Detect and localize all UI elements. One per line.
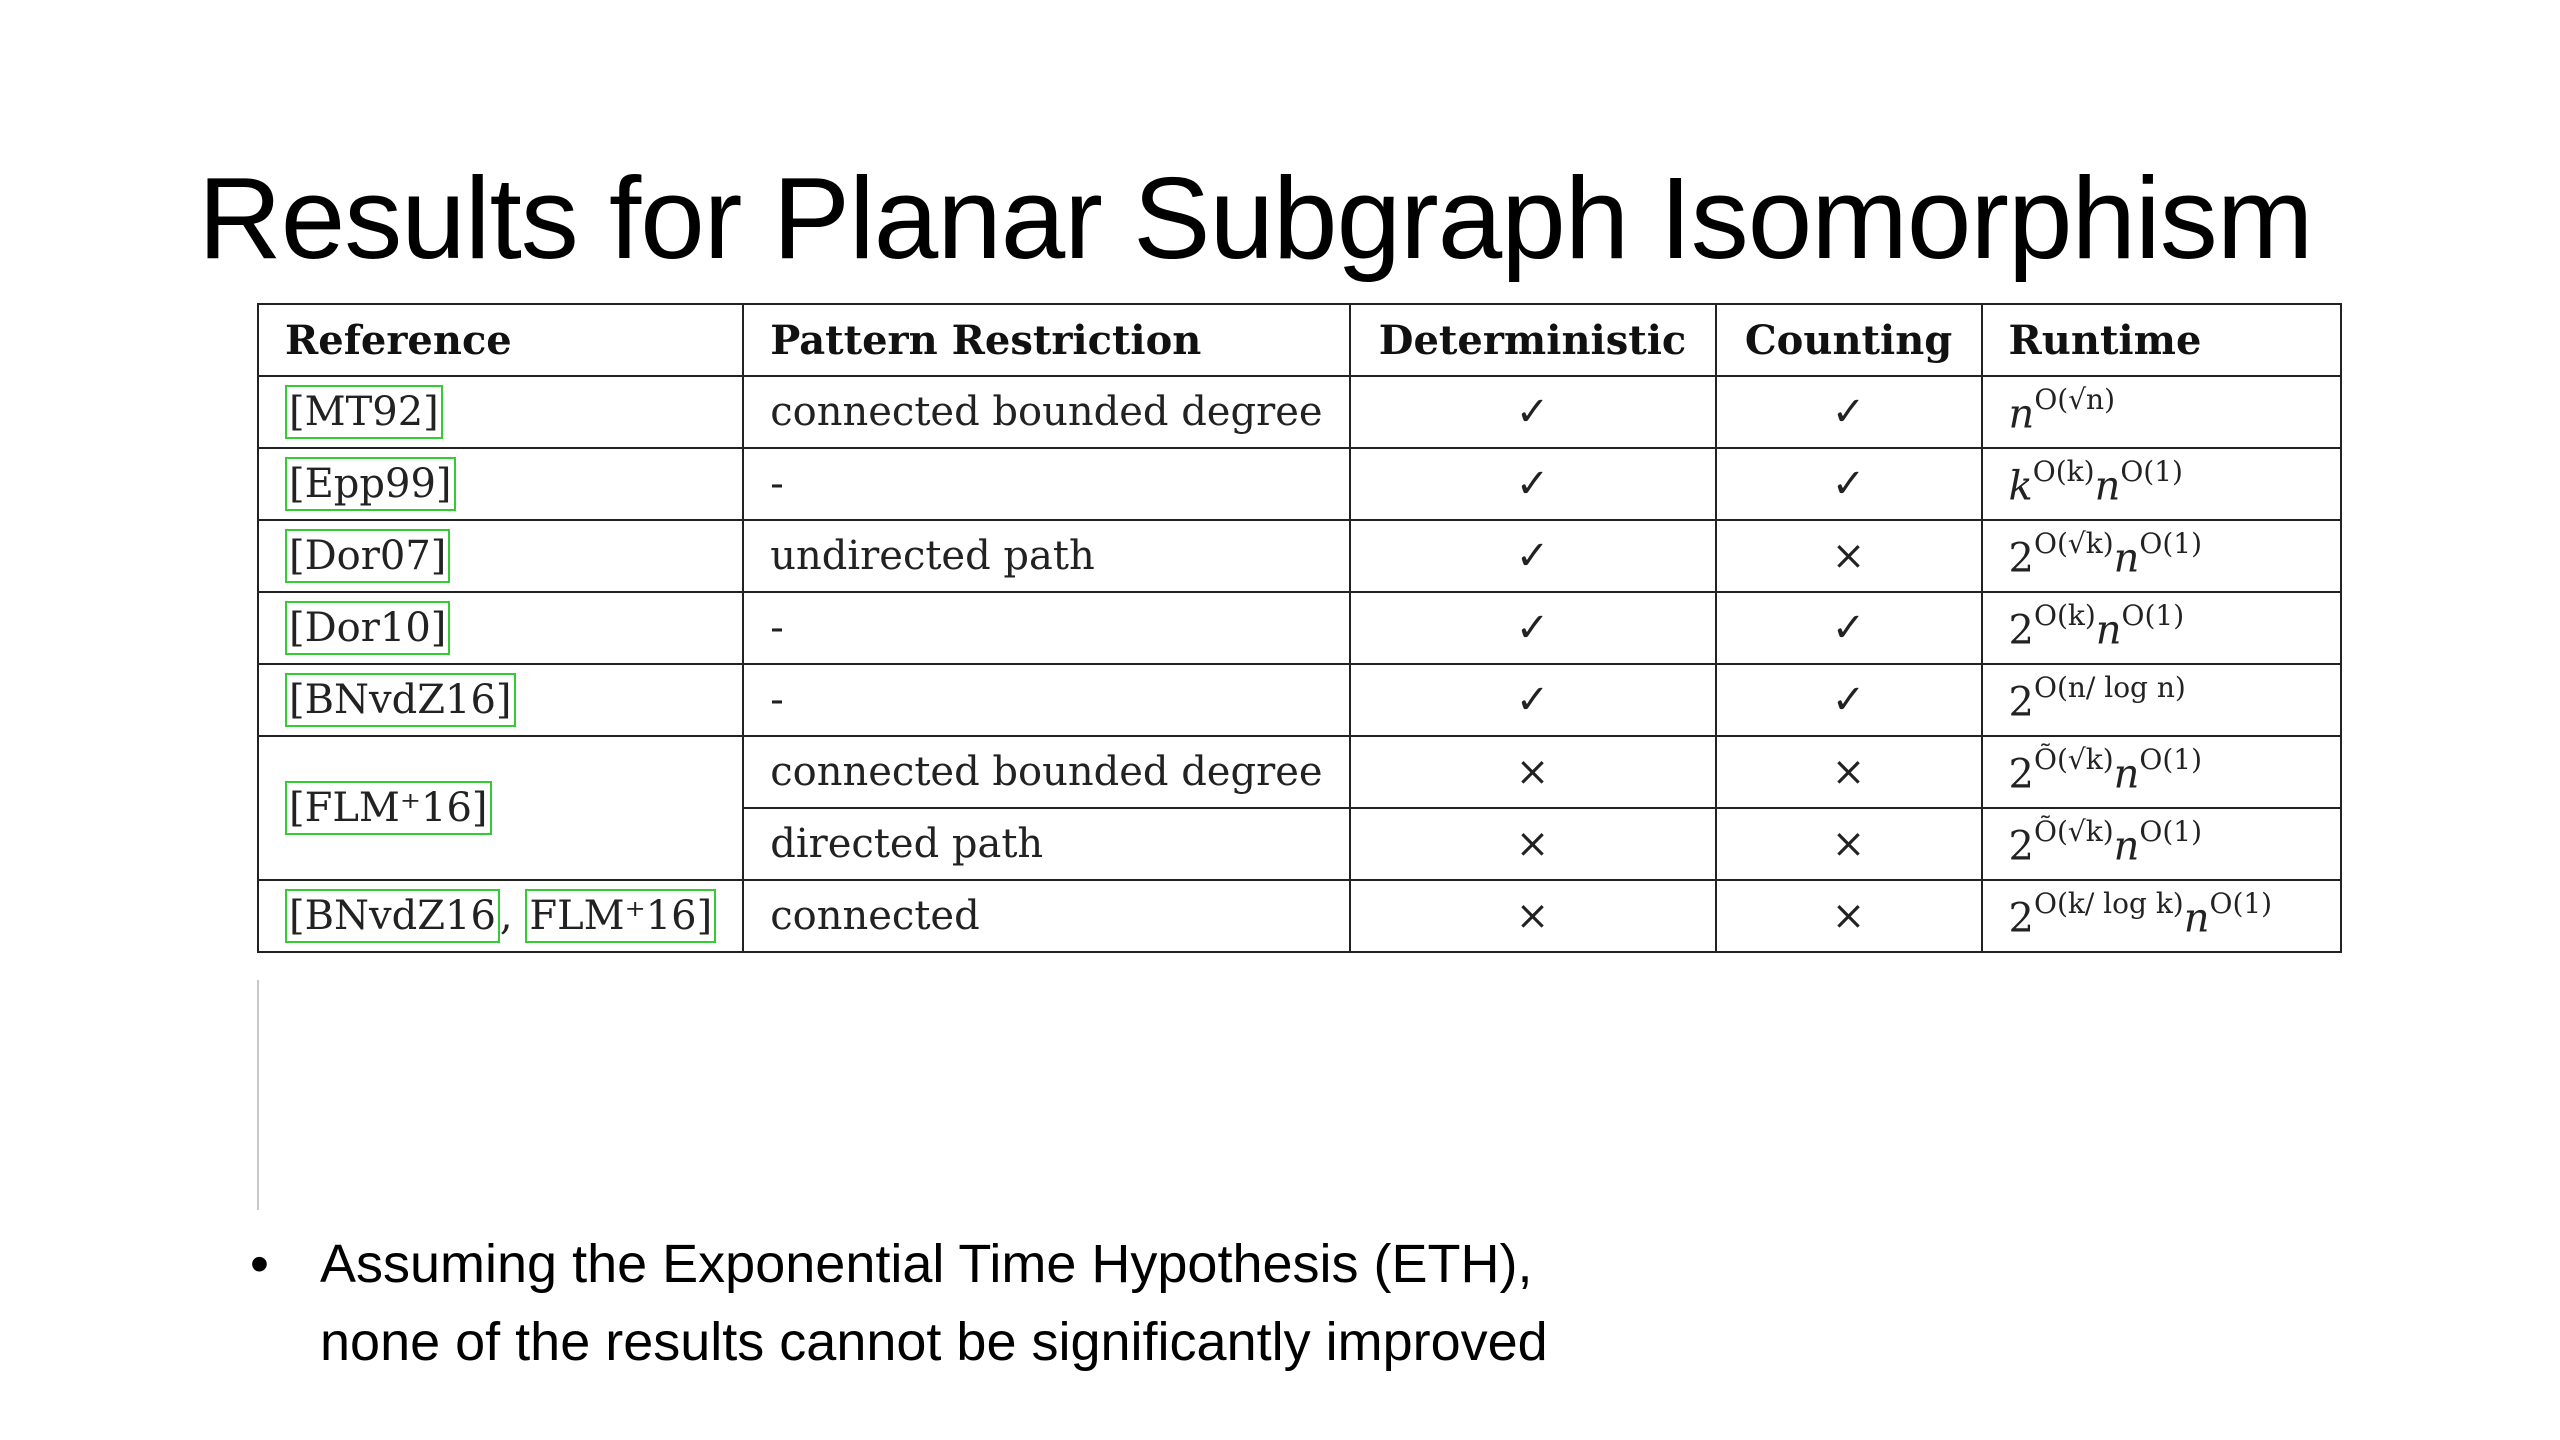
reference-link[interactable]: [FLM⁺16] <box>285 781 492 835</box>
pattern-cell: connected bounded degree <box>743 736 1349 808</box>
table-row <box>258 880 2341 952</box>
runtime-factor: n <box>2113 535 2140 582</box>
runtime-cell <box>1982 664 2341 736</box>
reference-cell <box>258 592 743 664</box>
table-row <box>258 520 2341 592</box>
reference-link[interactable]: [BNvdZ16] <box>285 673 516 727</box>
pattern-cell: connected bounded degree <box>743 376 1349 448</box>
reference-link[interactable]: [Epp99] <box>285 457 456 511</box>
runtime-cell <box>1982 880 2341 952</box>
runtime-base: 2 <box>2008 535 2034 582</box>
pattern-cell: - <box>743 592 1349 664</box>
header-counting: Counting <box>1716 304 1982 376</box>
runtime-factor-exponent: O(1) <box>2121 598 2185 632</box>
pattern-cell: - <box>743 448 1349 520</box>
runtime-exponent: O(√k) <box>2034 526 2114 560</box>
bullet-line: Assuming the Exponential Time Hypothesis (ETH), <box>320 1234 1533 1294</box>
runtime-base: n <box>2008 391 2035 438</box>
runtime-exponent: Õ(√k) <box>2034 742 2114 776</box>
runtime-cell <box>1982 592 2341 664</box>
reference-link[interactable]: [BNvdZ16 <box>285 889 500 943</box>
deterministic-cell: × <box>1350 880 1716 952</box>
runtime-base: 2 <box>2008 679 2034 726</box>
deterministic-cell: ✓ <box>1350 592 1716 664</box>
deterministic-cell: × <box>1350 736 1716 808</box>
reference-link[interactable]: [Dor07] <box>285 529 450 583</box>
runtime-cell <box>1982 808 2341 880</box>
runtime-factor-exponent: O(1) <box>2139 526 2203 560</box>
bullet-line: none of the results cannot be significantly improved <box>320 1312 1548 1372</box>
reference-cell <box>258 520 743 592</box>
reference-cell <box>258 880 743 952</box>
reference-cell <box>258 448 743 520</box>
runtime-exponent: O(n/ log n) <box>2034 670 2186 704</box>
counting-cell: × <box>1716 880 1982 952</box>
pattern-cell: connected <box>743 880 1349 952</box>
slide-title: Results for Planar Subgraph Isomorphism <box>198 153 2313 283</box>
runtime-exponent: O(k) <box>2032 454 2095 488</box>
reference-cell <box>258 664 743 736</box>
runtime-base: 2 <box>2008 823 2034 870</box>
deterministic-cell: ✓ <box>1350 376 1716 448</box>
reference-cell <box>258 736 743 880</box>
runtime-factor-exponent: O(1) <box>2139 814 2203 848</box>
runtime-base: 2 <box>2008 895 2034 942</box>
runtime-exponent: O(k) <box>2034 598 2096 632</box>
table-row <box>258 448 2341 520</box>
runtime-factor: n <box>2094 463 2121 510</box>
runtime-cell <box>1982 376 2341 448</box>
table-row <box>258 664 2341 736</box>
runtime-base: 2 <box>2008 607 2034 654</box>
runtime-exponent: O(k/ log k) <box>2034 886 2184 920</box>
runtime-factor: n <box>2183 895 2210 942</box>
reference-cell <box>258 376 743 448</box>
bullet-text <box>320 1225 1548 1381</box>
table-header-row <box>258 304 2341 376</box>
reference-separator: , <box>499 893 513 939</box>
counting-cell: × <box>1716 520 1982 592</box>
counting-cell: ✓ <box>1716 592 1982 664</box>
table-row <box>258 376 2341 448</box>
counting-cell: ✓ <box>1716 448 1982 520</box>
counting-cell: ✓ <box>1716 664 1982 736</box>
runtime-cell <box>1982 736 2341 808</box>
results-table <box>257 303 2342 953</box>
deterministic-cell: ✓ <box>1350 664 1716 736</box>
bullet-list <box>250 1225 1548 1381</box>
divider-line <box>257 980 259 1210</box>
runtime-factor-exponent: O(1) <box>2139 742 2203 776</box>
pattern-cell: directed path <box>743 808 1349 880</box>
runtime-factor-exponent: O(1) <box>2209 886 2273 920</box>
counting-cell: × <box>1716 808 1982 880</box>
bullet-symbol: • <box>250 1234 269 1294</box>
runtime-factor: n <box>2113 823 2140 870</box>
header-reference: Reference <box>258 304 743 376</box>
counting-cell: × <box>1716 736 1982 808</box>
reference-link[interactable]: FLM⁺16] <box>525 889 716 943</box>
header-runtime: Runtime <box>1982 304 2341 376</box>
bullet-item <box>250 1225 1548 1381</box>
header-deterministic: Deterministic <box>1350 304 1716 376</box>
deterministic-cell: ✓ <box>1350 448 1716 520</box>
deterministic-cell: × <box>1350 808 1716 880</box>
reference-link[interactable]: [Dor10] <box>285 601 450 655</box>
runtime-factor: n <box>2113 751 2140 798</box>
runtime-base: k <box>2008 463 2033 510</box>
counting-cell: ✓ <box>1716 376 1982 448</box>
runtime-exponent: Õ(√k) <box>2034 814 2114 848</box>
runtime-cell <box>1982 448 2341 520</box>
reference-link[interactable]: [MT92] <box>285 385 443 439</box>
runtime-factor: n <box>2095 607 2122 654</box>
pattern-cell: undirected path <box>743 520 1349 592</box>
header-pattern-restriction: Pattern Restriction <box>743 304 1349 376</box>
table-row <box>258 736 2341 808</box>
runtime-exponent: O(√n) <box>2034 382 2115 416</box>
runtime-factor-exponent: O(1) <box>2120 454 2183 488</box>
runtime-base: 2 <box>2008 751 2034 798</box>
pattern-cell: - <box>743 664 1349 736</box>
runtime-cell <box>1982 520 2341 592</box>
table-row <box>258 592 2341 664</box>
deterministic-cell: ✓ <box>1350 520 1716 592</box>
